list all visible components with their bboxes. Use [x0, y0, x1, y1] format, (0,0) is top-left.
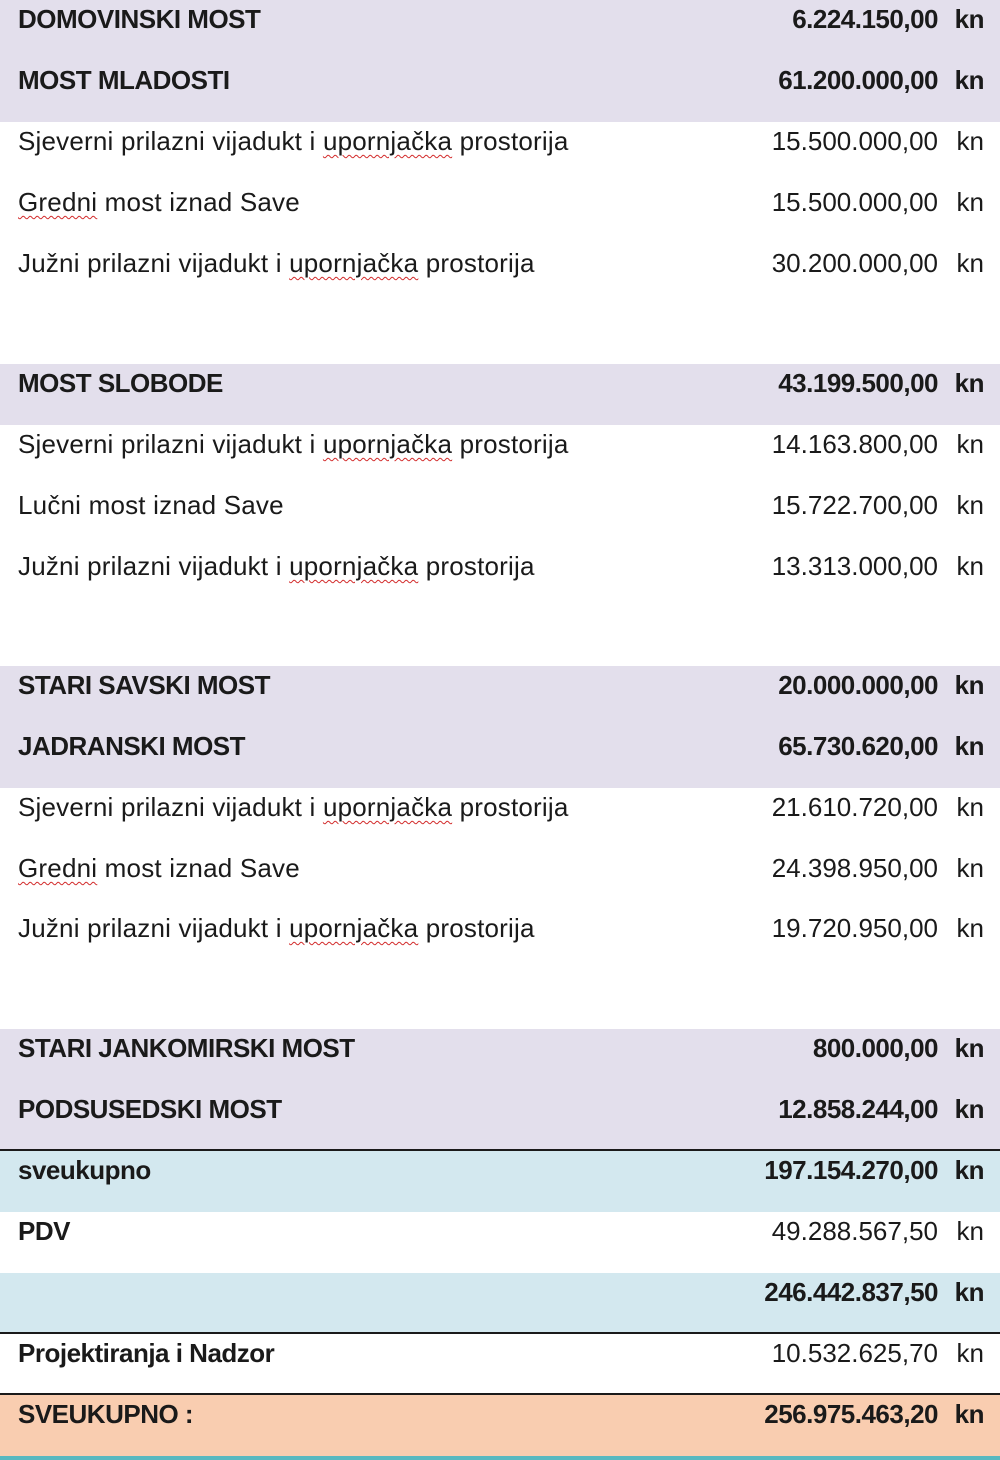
row-amount: 12.858.244,00: [778, 1094, 938, 1124]
row-amount: 13.313.000,00: [771, 551, 938, 581]
spellcheck-word: upornjačka: [322, 429, 453, 459]
row-currency: kn: [956, 248, 984, 278]
row-amount: 24.398.950,00: [771, 853, 938, 883]
table-row-podsusedski-most: [0, 1090, 1000, 1151]
table-row-stari-jankomirski-most: [0, 1029, 1000, 1090]
row-amount: 6.224.150,00: [792, 4, 938, 34]
row-amount: 43.199.500,00: [778, 368, 938, 398]
label-part: prostorija: [452, 429, 569, 459]
row-currency: kn: [956, 1216, 984, 1246]
label-part: most iznad Save: [97, 187, 300, 217]
table-row-sub: [0, 244, 1000, 305]
spellcheck-word: upornjačka: [322, 126, 453, 156]
row-label: STARI SAVSKI MOST: [18, 670, 270, 700]
row-currency: kn: [956, 1338, 984, 1368]
row-amount: 246.442.837,50: [764, 1277, 938, 1307]
table-row-sub: [0, 788, 1000, 849]
row-amount: 15.500.000,00: [771, 126, 938, 156]
row-amount: 65.730.620,00: [778, 731, 938, 761]
row-amount: 19.720.950,00: [771, 913, 938, 943]
row-currency: kn: [956, 792, 984, 822]
row-amount: 15.722.700,00: [771, 490, 938, 520]
row-currency: kn: [956, 551, 984, 581]
spellcheck-word: upornjačka: [289, 551, 419, 581]
label-part: prostorija: [418, 551, 535, 581]
table-row-stari-savski-most: [0, 666, 1000, 727]
table-row-projektiranja: [0, 1334, 1000, 1395]
table-row-jadranski-most: [0, 727, 1000, 788]
row-label: STARI JANKOMIRSKI MOST: [18, 1033, 355, 1063]
label-part: prostorija: [418, 248, 535, 278]
row-currency: kn: [954, 4, 984, 34]
row-label: DOMOVINSKI MOST: [18, 4, 261, 34]
row-label: PODSUSEDSKI MOST: [18, 1094, 282, 1124]
row-label: MOST SLOBODE: [18, 368, 223, 398]
row-amount: 20.000.000,00: [778, 670, 938, 700]
row-currency: kn: [954, 368, 984, 398]
label-part: prostorija: [418, 913, 535, 943]
table-row-sub: [0, 183, 1000, 244]
row-amount: 21.610.720,00: [771, 792, 938, 822]
label-part: Južni prilazni vijadukt i: [18, 551, 290, 581]
row-currency: kn: [954, 1155, 984, 1185]
label-part: Sjeverni prilazni vijadukt i: [18, 126, 323, 156]
label-part: Južni prilazni vijadukt i: [18, 913, 290, 943]
row-label: PDV: [18, 1216, 70, 1246]
row-label: Lučni most iznad Save: [18, 490, 284, 520]
row-label: [18, 183, 300, 244]
row-label: SVEUKUPNO :: [18, 1399, 194, 1429]
spellcheck-word: upornjačka: [289, 248, 419, 278]
row-currency: kn: [956, 853, 984, 883]
row-amount: 49.288.567,50: [771, 1216, 938, 1246]
row-currency: kn: [954, 1399, 984, 1429]
row-label: Projektiranja i Nadzor: [18, 1338, 275, 1368]
table-row-subtotal: [0, 1151, 1000, 1212]
row-currency: kn: [956, 490, 984, 520]
table-row-most-mladosti: [0, 61, 1000, 122]
row-label: [18, 909, 535, 970]
row-label: [18, 122, 569, 183]
row-label: JADRANSKI MOST: [18, 731, 246, 761]
row-currency: kn: [956, 913, 984, 943]
row-amount: 30.200.000,00: [771, 248, 938, 278]
row-label: [18, 849, 300, 910]
table-row-sub: [0, 849, 1000, 910]
row-currency: kn: [954, 670, 984, 700]
row-label: [18, 425, 569, 486]
label-part: Sjeverni prilazni vijadukt i: [18, 429, 323, 459]
label-part: most iznad Save: [97, 853, 300, 883]
row-amount: 10.532.625,70: [771, 1338, 938, 1368]
table-row-pdv: [0, 1212, 1000, 1273]
row-label: [18, 547, 535, 608]
row-label: [18, 244, 535, 305]
row-currency: kn: [954, 1094, 984, 1124]
row-amount: 14.163.800,00: [771, 429, 938, 459]
spellcheck-word: upornjačka: [289, 913, 419, 943]
row-label: [18, 788, 569, 849]
row-currency: kn: [954, 1033, 984, 1063]
table-row-sub: [0, 486, 1000, 547]
row-currency: kn: [956, 429, 984, 459]
table-row-total-with-pdv: [0, 1273, 1000, 1334]
table-row-domovinski-most: [0, 0, 1000, 61]
table-row-sub: [0, 425, 1000, 486]
label-part: prostorija: [452, 126, 569, 156]
table-row-sub: [0, 909, 1000, 970]
label-part: prostorija: [452, 792, 569, 822]
row-currency: kn: [956, 187, 984, 217]
row-label: MOST MLADOSTI: [18, 65, 230, 95]
table-row-sub: [0, 547, 1000, 608]
table-row-most-slobode: [0, 364, 1000, 425]
bottom-border: [0, 1456, 1000, 1460]
row-amount: 15.500.000,00: [771, 187, 938, 217]
row-currency: kn: [954, 65, 984, 95]
label-part: Južni prilazni vijadukt i: [18, 248, 290, 278]
row-label: sveukupno: [18, 1155, 151, 1185]
row-currency: kn: [956, 126, 984, 156]
label-part: Sjeverni prilazni vijadukt i: [18, 792, 323, 822]
row-amount: 61.200.000,00: [778, 65, 938, 95]
row-currency: kn: [954, 1277, 984, 1307]
row-amount: 800.000,00: [812, 1033, 938, 1063]
row-amount: 197.154.270,00: [764, 1155, 938, 1185]
spellcheck-word: upornjačka: [322, 792, 453, 822]
row-currency: kn: [954, 731, 984, 761]
spellcheck-word: Gredni: [18, 187, 98, 217]
spellcheck-word: Gredni: [18, 853, 98, 883]
row-amount: 256.975.463,20: [764, 1399, 938, 1429]
table-row-grand-total: [0, 1395, 1000, 1456]
table-row-sub: [0, 122, 1000, 183]
